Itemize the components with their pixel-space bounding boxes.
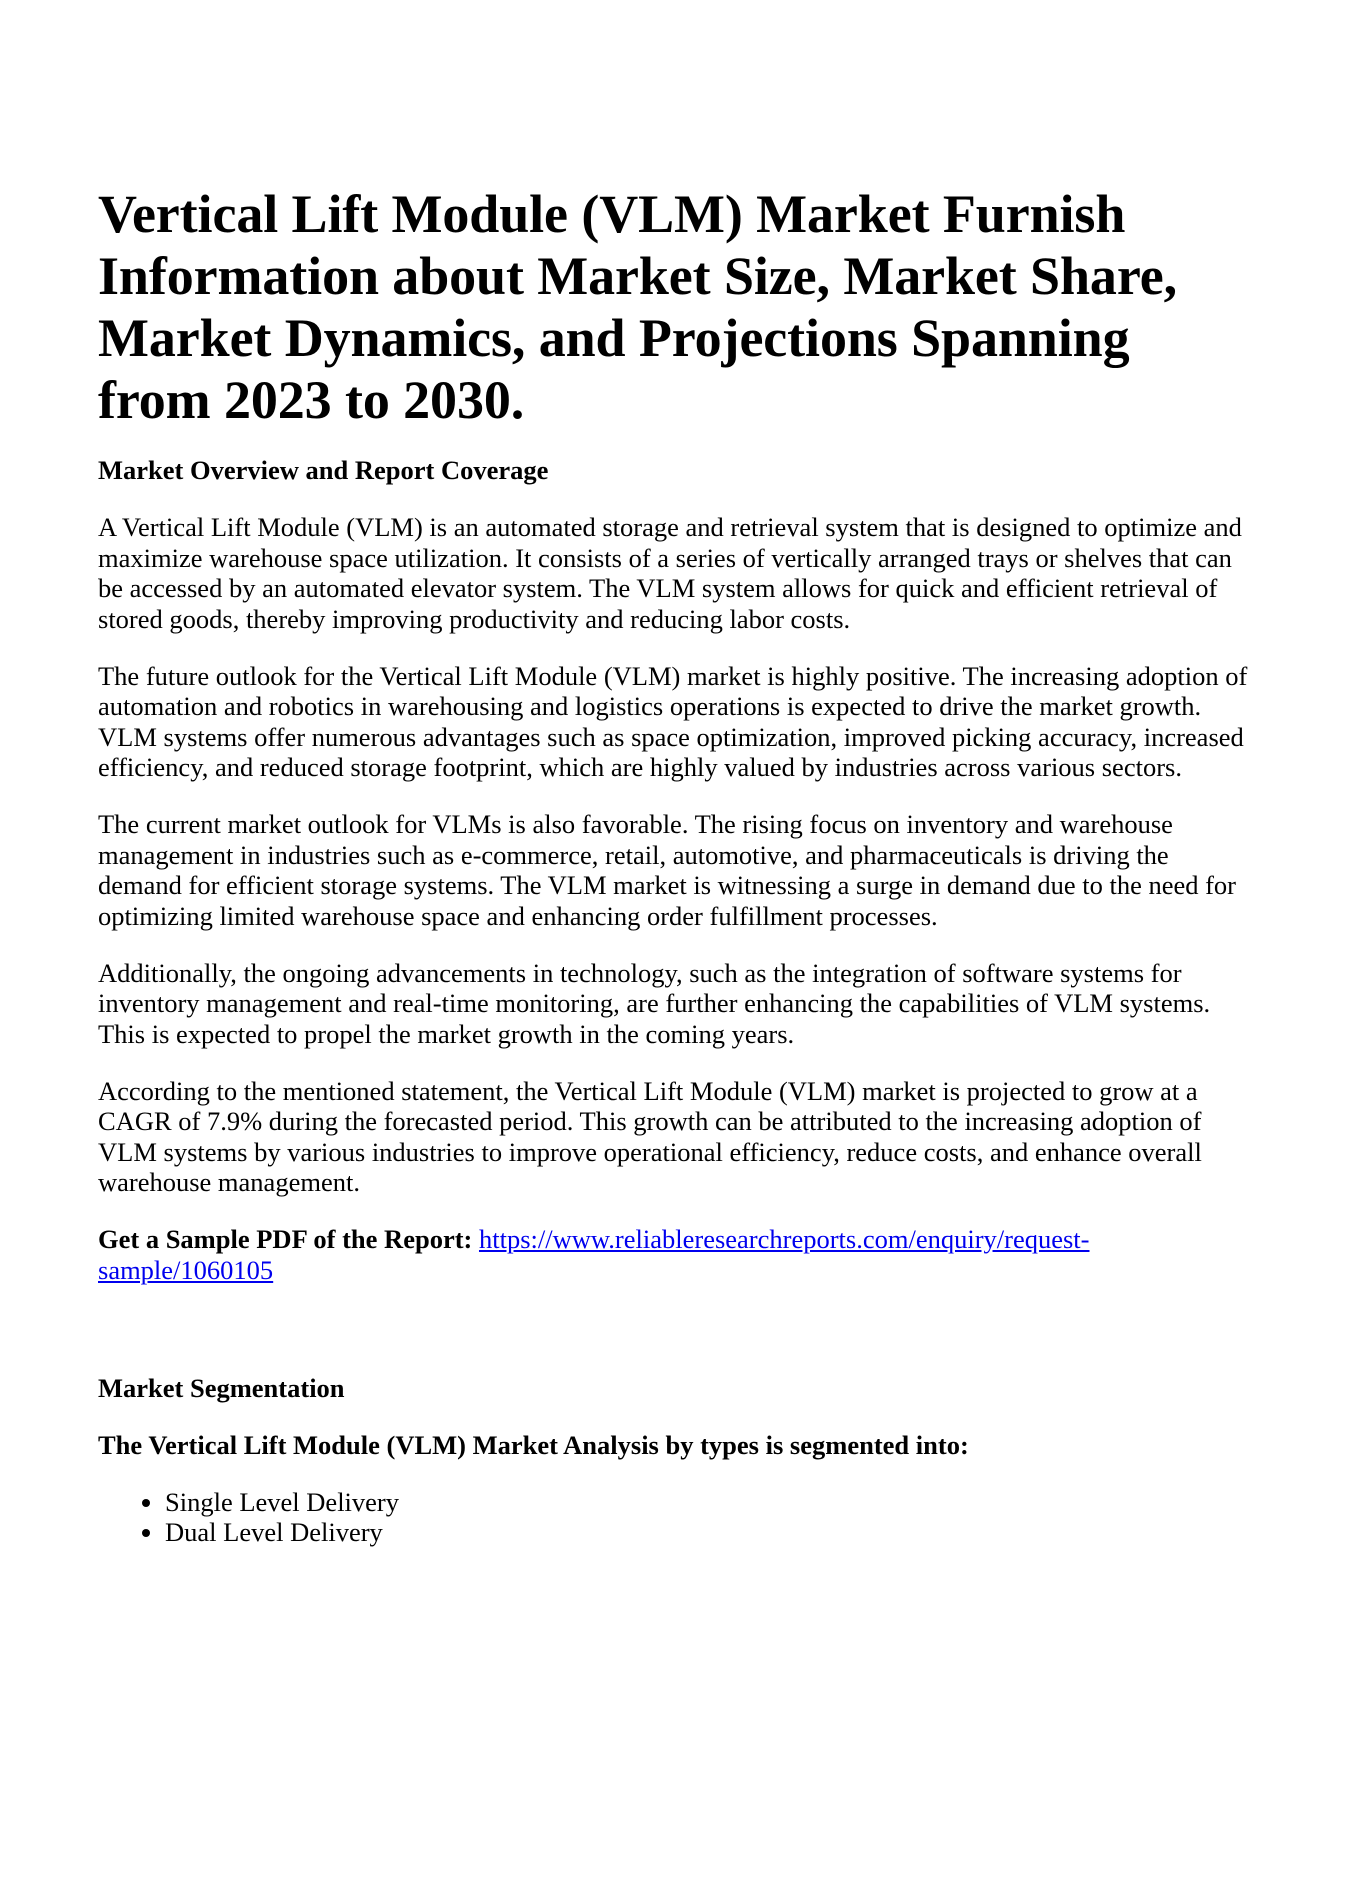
sample-pdf-label: Get a Sample PDF of the Report: [98, 1224, 473, 1254]
overview-paragraph-3: The current market outlook for VLMs is also favorable. The rising focus on inventory and warehouse management in industries such as e-commerce, retail, automotive, and pharmaceuticals is driving the demand for efficient storage systems. The VLM market is witnessing a surge in demand due to the need for optimizing limited warehouse space and enhancing order fulfillment processes. [98, 809, 1236, 931]
overview-paragraph-5: According to the mentioned statement, the Vertical Lift Module (VLM) market is projected to grow at a CAGR of 7.9% during the forecasted period. This growth can be attributed to the increasing adoption of VLM systems by various industries to improve operational efficiency, reduce costs, and enhance overall warehouse management. [98, 1075, 1202, 1197]
sample-pdf-callout [98, 1224, 1249, 1285]
types-heading: The Vertical Lift Module (VLM) Market Analysis by types is segmented into: [98, 1429, 969, 1460]
overview-heading: Market Overview and Report Coverage [98, 455, 549, 485]
overview-paragraph-2: The future outlook for the Vertical Lift Module (VLM) market is highly positive. The increasing adoption of automation and robotics in warehousing and logistics operations is expected to drive the market growth. VLM systems offer numerous advantages such as space optimization, improved picking accuracy, increased efficiency, and reduced storage footprint, which are highly valued by industries across various sectors. [98, 660, 1248, 782]
segmentation-heading: Market Segmentation [98, 1372, 345, 1403]
overview-paragraph-1: A Vertical Lift Module (VLM) is an automated storage and retrieval system that is designed to optimize and maximize warehouse space utilization. It consists of a series of vertically arranged trays or shelves that can be accessed by an automated elevator system. The VLM system allows for quick and efficient retrieval of stored goods, thereby improving productivity and reducing labor costs. [98, 512, 1242, 634]
list-item: • Dual Level Delivery [165, 1517, 1249, 1548]
types-list [98, 1487, 1249, 1548]
page-title: Vertical Lift Module (VLM) Market Furnish Information about Market Size, Market Share, Market Dynamics, and Projections Spanning from 2023 to 2030. [98, 184, 1177, 430]
list-item: • Single Level Delivery [165, 1487, 1249, 1518]
overview-paragraph-4: Additionally, the ongoing advancements in technology, such as the integration of software systems for inventory management and real-time monitoring, are further enhancing the capabilities of VLM systems. This is expected to propel the market growth in the coming years. [98, 957, 1211, 1049]
sample-pdf-link[interactable]: https://www.reliableresearchreports.com/enquiry/request-sample/1060105 [98, 1224, 1090, 1285]
spacer [98, 1312, 1249, 1373]
